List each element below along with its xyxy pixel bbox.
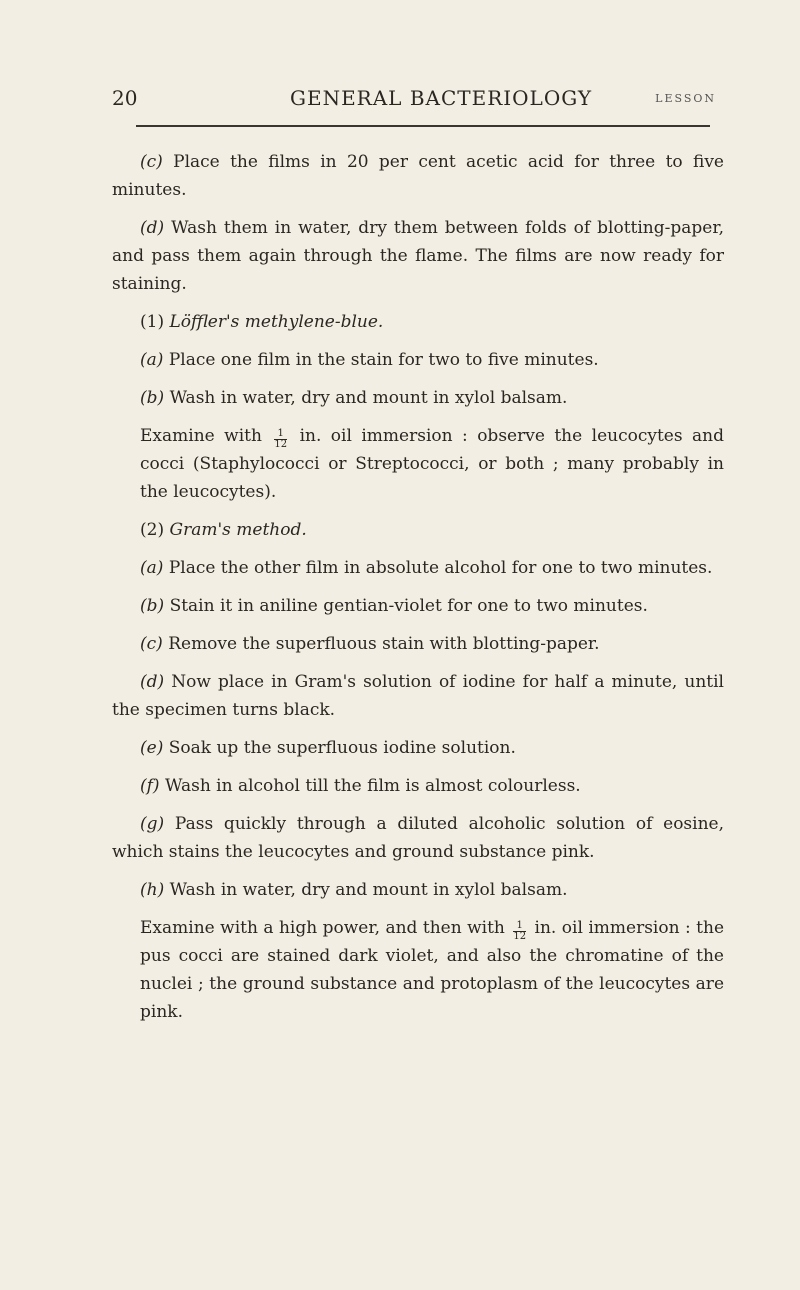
step-text: Remove the superfluous stain with blotting-paper.	[168, 634, 600, 654]
step-a-stain	[112, 346, 724, 374]
step-c-remove-stain	[112, 630, 724, 658]
step-e-soak	[112, 734, 724, 762]
step-b-gentian-violet	[112, 592, 724, 620]
fraction	[274, 429, 287, 450]
page-body	[112, 148, 724, 1026]
fraction-numerator: 1	[274, 429, 287, 440]
step-text: Soak up the superfluous iodine solution.	[168, 738, 516, 758]
method-title: Löffler's methylene-blue.	[169, 312, 384, 332]
method-number: (1)	[140, 312, 165, 332]
examine-note-1	[112, 422, 724, 506]
fraction-denominator: 12	[274, 439, 288, 450]
step-label: (h)	[140, 880, 165, 900]
step-d-iodine	[112, 668, 724, 724]
examine-post: in. oil immersion : observe the leucocytes and cocci (Staphylococci or Streptococci, or both ; many probably in the leucocytes).	[140, 426, 724, 502]
step-label: (b)	[140, 596, 165, 616]
fraction-numerator: 1	[513, 921, 526, 932]
section-tag: LESSON	[655, 92, 716, 105]
method-heading-loeffler	[112, 308, 724, 336]
step-text: Wash in alcohol till the film is almost colourless.	[164, 776, 581, 796]
step-a-alcohol	[112, 554, 724, 582]
step-label: (d)	[140, 218, 165, 238]
step-label: (a)	[140, 350, 164, 370]
step-label: (b)	[140, 388, 165, 408]
step-label: (g)	[140, 814, 165, 834]
step-g-eosine	[112, 810, 724, 866]
page-number: 20	[112, 86, 138, 110]
examine-pre: Examine with	[140, 426, 262, 446]
examine-pre: Examine with a high power, and then with	[140, 918, 505, 938]
step-f-alcohol-wash	[112, 772, 724, 800]
running-title: GENERAL BACTERIOLOGY	[290, 86, 593, 110]
step-h-wash-mount	[112, 876, 724, 904]
step-text: Wash in water, dry and mount in xylol balsam.	[169, 388, 568, 408]
page-header	[112, 86, 718, 116]
step-text: Now place in Gram's solution of iodine for half a minute, until the specimen turns black.	[112, 672, 724, 720]
fraction	[513, 921, 526, 942]
step-b-wash-mount	[112, 384, 724, 412]
step-label: (d)	[140, 672, 165, 692]
step-c-acetic-acid	[112, 148, 724, 204]
step-text: Wash in water, dry and mount in xylol balsam.	[169, 880, 568, 900]
step-d-wash-dry	[112, 214, 724, 298]
step-text: Place the films in 20 per cent acetic acid for three to five minutes.	[112, 152, 724, 200]
examine-post: in. oil immersion : the pus cocci are stained dark violet, and also the chromatine of the nuclei ; the ground substance and protoplasm of the leucocytes are pink.	[140, 918, 725, 1022]
step-label: (f)	[140, 776, 160, 796]
examine-text	[140, 914, 724, 1026]
method-heading-gram	[112, 516, 724, 544]
step-label: (a)	[140, 558, 164, 578]
step-text: Place the other film in absolute alcohol for one to two minutes.	[168, 558, 713, 578]
step-text: Wash them in water, dry them between folds of blotting-paper, and pass them again through the flame. The films are now ready for staining.	[112, 218, 724, 294]
step-text: Place one film in the stain for two to five minutes.	[168, 350, 599, 370]
examine-note-2	[112, 914, 724, 1026]
fraction-denominator: 12	[513, 931, 527, 942]
header-rule	[136, 125, 710, 127]
step-text: Pass quickly through a diluted alcoholic solution of eosine, which stains the leucocytes and ground substance pink.	[112, 814, 724, 862]
examine-text	[140, 422, 724, 506]
step-text: Stain it in aniline gentian-violet for one to two minutes.	[169, 596, 648, 616]
step-label: (e)	[140, 738, 164, 758]
step-label: (c)	[140, 152, 163, 172]
method-title: Gram's method.	[169, 520, 307, 540]
method-number: (2)	[140, 520, 165, 540]
step-label: (c)	[140, 634, 163, 654]
